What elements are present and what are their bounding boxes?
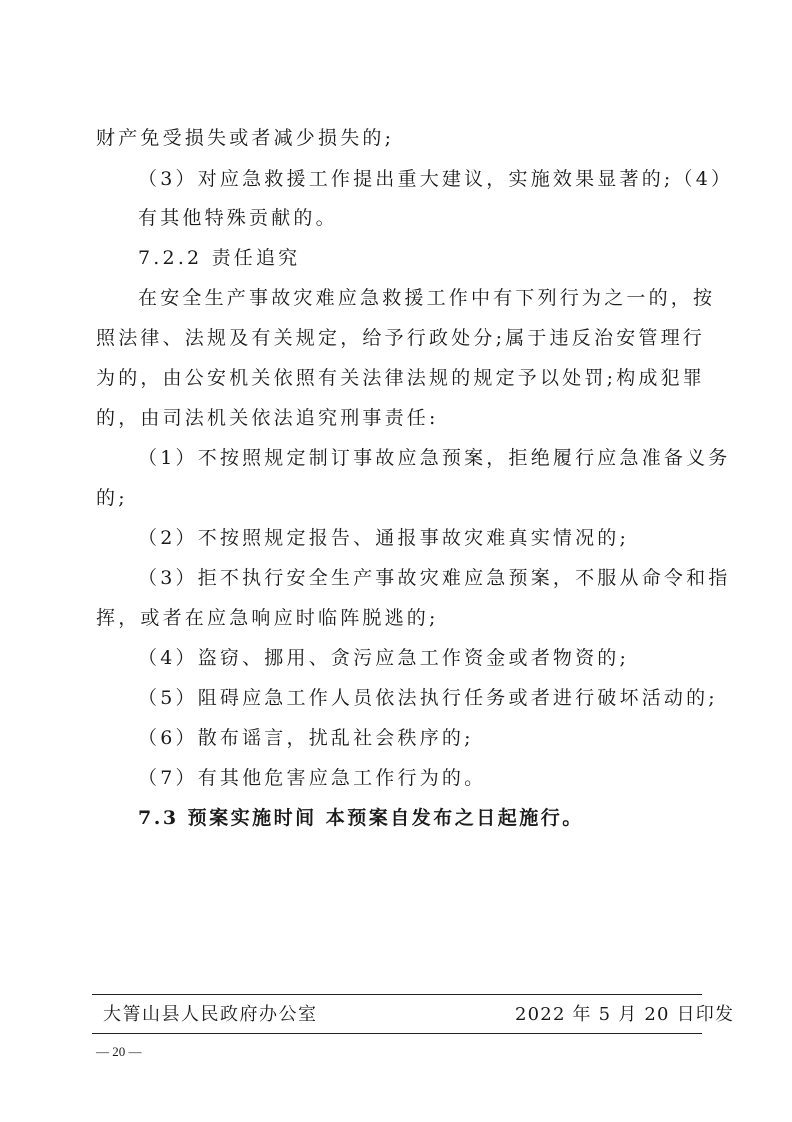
section-heading-7-2-2: 7.2.2 责任追究 bbox=[138, 247, 301, 269]
page-number: — 20 — bbox=[96, 1044, 142, 1059]
footer-issue-date: 2022 年 5 月 20 日印发 bbox=[515, 1004, 735, 1025]
list-item-4: （4）盗窃、挪用、贪污应急工作资金或者物资的; bbox=[138, 647, 630, 669]
footer-top-rule bbox=[92, 994, 702, 995]
text-line-13: 挥，或者在应急响应时临阵脱逃的; bbox=[96, 607, 439, 629]
list-item-2: （2）不按照规定报告、通报事故灾难真实情况的; bbox=[138, 527, 630, 549]
footer-issuer: 大箐山县人民政府办公室 bbox=[103, 1004, 318, 1025]
text-line-5: 在安全生产事故灾难应急救援工作中有下列行为之一的，按 bbox=[138, 287, 716, 309]
list-item-7: （7）有其他危害应急工作行为的。 bbox=[138, 767, 487, 789]
text-line-6: 照法律、法规及有关规定，给予行政处分;属于违反治安管理行 bbox=[96, 327, 706, 349]
text-line-1: 财产免受损失或者减少损失的; bbox=[96, 127, 395, 149]
text-line-3: 有其他特殊贡献的。 bbox=[138, 207, 338, 229]
list-item-5: （5）阻碍应急工作人员依法执行任务或者进行破坏活动的; bbox=[138, 687, 718, 709]
list-item-3: （3）拒不执行安全生产事故灾难应急预案，不服从命令和指 bbox=[138, 567, 731, 589]
text-line-2: （3）对应急救援工作提出重大建议，实施效果显著的;（4） bbox=[138, 168, 734, 190]
text-line-8: 的，由司法机关依法追究刑事责任: bbox=[96, 407, 439, 429]
list-item-1: （1）不按照规定制订事故应急预案，拒绝履行应急准备义务 bbox=[138, 447, 731, 469]
list-item-6: （6）散布谣言，扰乱社会秩序的; bbox=[138, 727, 474, 749]
section-heading-7-3: 7.3 预案实施时间 本预案自发布之日起施行。 bbox=[138, 807, 584, 829]
footer-bottom-rule bbox=[92, 1033, 702, 1034]
text-line-10: 的; bbox=[96, 487, 128, 509]
text-line-7: 为的，由公安机关依照有关法律法规的规定予以处罚;构成犯罪 bbox=[96, 367, 706, 389]
